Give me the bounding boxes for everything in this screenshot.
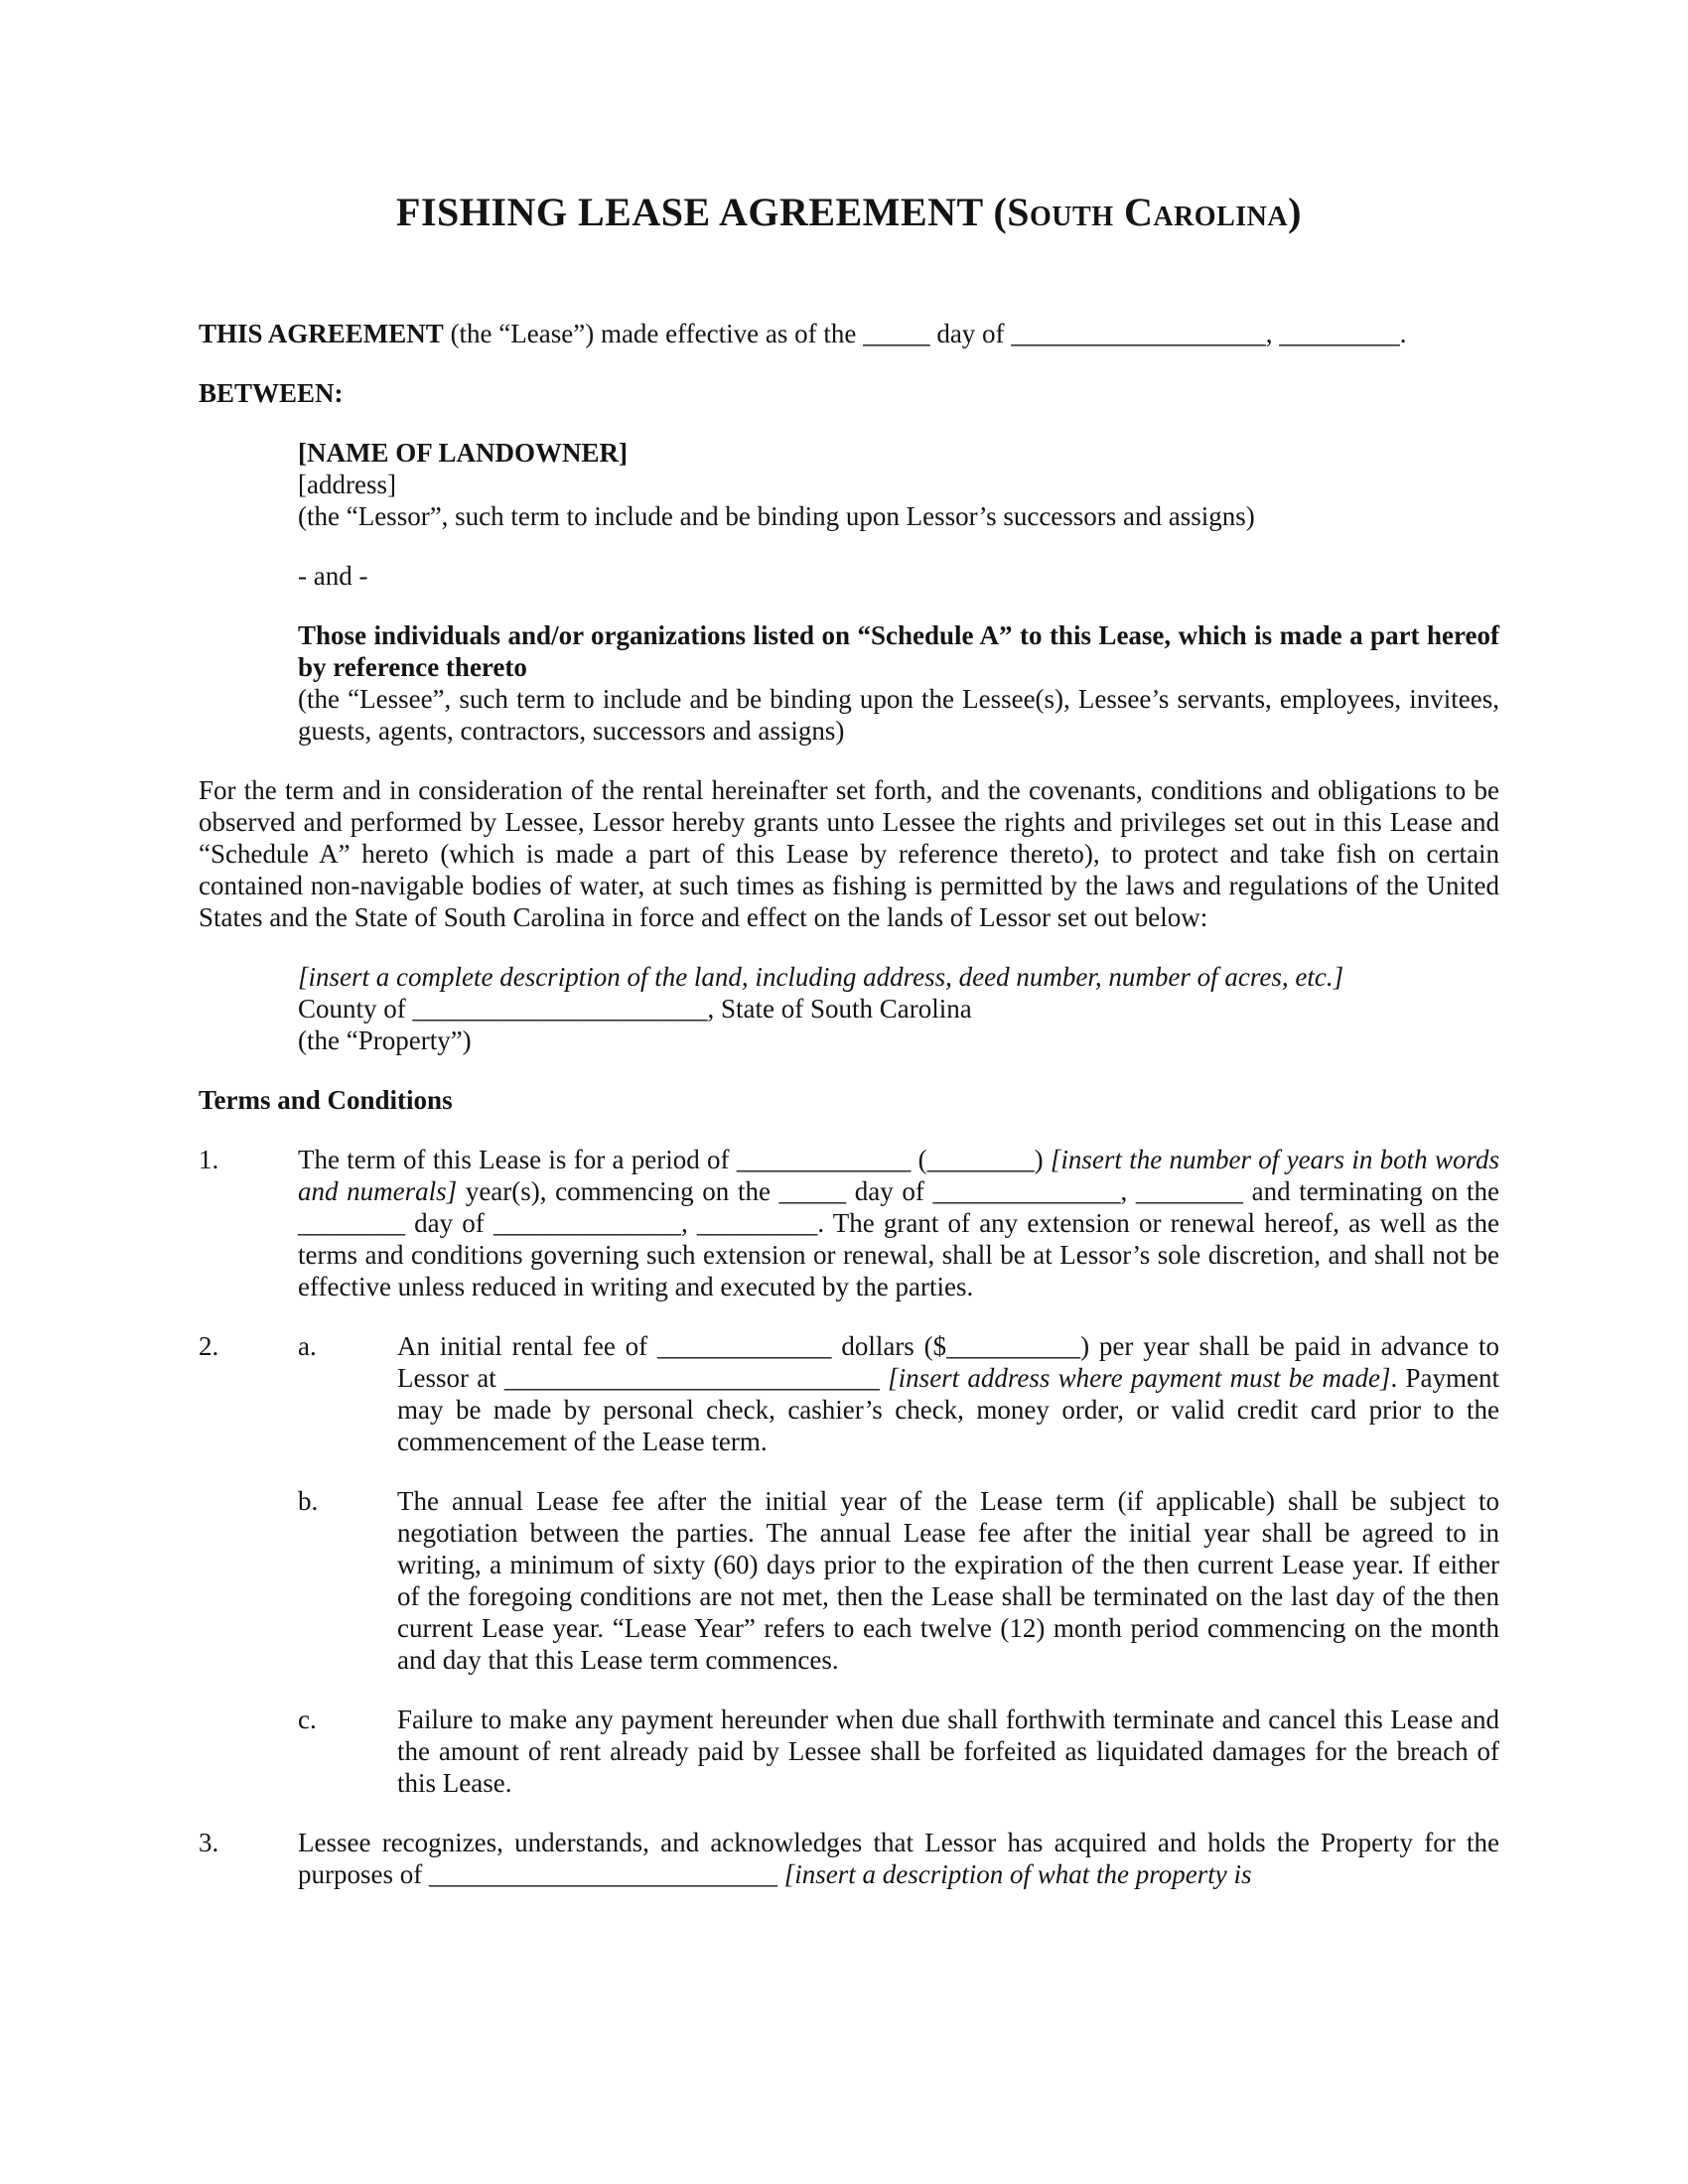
term-item-2a-insert-instruction: [insert address where payment must be made] [888,1363,1391,1393]
term-item-2b-body: The annual Lease fee after the initial year of the Lease term (if applicable) shall be subject to negotiation between the parties. The annual Lease fee after the initial year shall be agreed to in writing, a minimum of sixty (60) days prior to the expiration of the then current Lease year. If either of the foregoing conditions are not met, then the Lease shall be terminated on the last day of the then current Lease year. “Lease Year” refers to each twelve (12) month period commencing on the month and day that this Lease term commences. [397,1486,1499,1675]
lessor-definition-note: (the “Lessor”, such term to include and be binding upon Lessor’s successors and assigns) [298,501,1255,531]
term-item-2a-body [397,1330,1499,1457]
lessee-block [298,619,1499,747]
and-separator: - and - [298,561,368,591]
term-item-3-body [298,1827,1499,1890]
term-item-2a [298,1330,1499,1457]
property-description-block [298,961,1499,1056]
intro-lead: THIS AGREEMENT [199,319,444,348]
term-item-2-sublist [298,1330,1499,1799]
lessee-definition-note: (the “Lessee”, such term to include and be binding upon the Lessee(s), Lessee’s servants, employees, invitees, guests, agents, contractors, successors and assigns) [298,684,1499,746]
property-county-line: County of ______________________, State of South Carolina [298,994,972,1024]
between-label: BETWEEN: [199,378,344,408]
term-item-1-body [298,1144,1499,1302]
term-item-3-number: 3. [199,1828,219,1857]
title-close-paren: ) [1288,190,1302,234]
term-item-2a-text-continued: . Payment may be made by personal check, cashier’s check, money order, or valid credit card prior to the commencement of the Lease term. [397,1363,1499,1456]
intro-rest: (the “Lease”) made effective as of the _____ day of ___________________, _________. [443,319,1407,348]
lessor-address: [address] [298,470,396,499]
terms-heading: Terms and Conditions [199,1085,453,1115]
term-item-2c-letter: c. [298,1705,317,1734]
term-item-2c [298,1704,1499,1799]
term-item-2b-letter: b. [298,1486,319,1516]
term-item-3 [199,1827,1499,1890]
lessor-block [298,437,1499,532]
intro-paragraph [199,318,1499,349]
term-item-2b [298,1485,1499,1676]
lessee-heading: Those individuals and/or organizations listed on “Schedule A” to this Lease, which is made a part hereof by reference thereto [298,620,1499,682]
term-item-3-insert-instruction: [insert a description of what the property is [783,1859,1252,1889]
title-state-smallcaps: South Carolina [1007,190,1289,234]
lessor-name: [NAME OF LANDOWNER] [298,438,628,468]
property-defined-as: (the “Property”) [298,1025,472,1055]
term-item-2c-body: Failure to make any payment hereunder when due shall forthwith terminate and cancel this Lease and the amount of rent already paid by Lessee shall be forfeited as liquidated damages for the breach of this Lease. [397,1705,1499,1798]
term-item-2 [199,1330,1499,1799]
term-item-1-text: The term of this Lease is for a period of _____________ (________) [298,1145,1051,1174]
term-item-2-number: 2. [199,1331,219,1361]
term-item-1-insert-instruction: [insert the number of years in both words and numerals] [298,1145,1499,1206]
term-item-1-text-continued: year(s), commencing on the _____ day of ______________, ________ and terminating on the ________ day of ______________, _________. The grant of any extension or renewal hereof, as well as the terms and conditions governing such extension or renewal, shall be at Lessor’s sole discretion, and shall not be effective unless reduced in writing and executed by the parties. [298,1176,1499,1301]
term-item-1 [199,1144,1499,1302]
term-item-1-number: 1. [199,1145,219,1174]
title-main: FISHING LEASE AGREEMENT ( [396,190,1008,234]
property-insert-instruction: [insert a complete description of the land, including address, deed number, number of acres, etc.] [298,962,1344,992]
document-title [199,191,1499,234]
grant-clause-paragraph: For the term and in consideration of the rental hereinafter set forth, and the covenants, conditions and obligations to be observed and performed by Lessee, Lessor hereby grants unto Lessee the rights and privileges set out in this Lease and “Schedule A” hereto (which is made a part of this Lease by reference thereto), to protect and take fish on certain contained non-navigable bodies of water, at such times as fishing is permitted by the laws and regulations of the United States and the State of South Carolina in force and effect on the lands of Lessor set out below: [199,775,1499,932]
term-item-2a-text: An initial rental fee of _____________ dollars ($__________) per year shall be paid in advance to Lessor at ____________________________ [397,1331,1499,1393]
term-item-2a-letter: a. [298,1331,317,1361]
term-item-3-text: Lessee recognizes, understands, and acknowledges that Lessor has acquired and holds the Property for the purposes of __________________________ [298,1828,1499,1889]
